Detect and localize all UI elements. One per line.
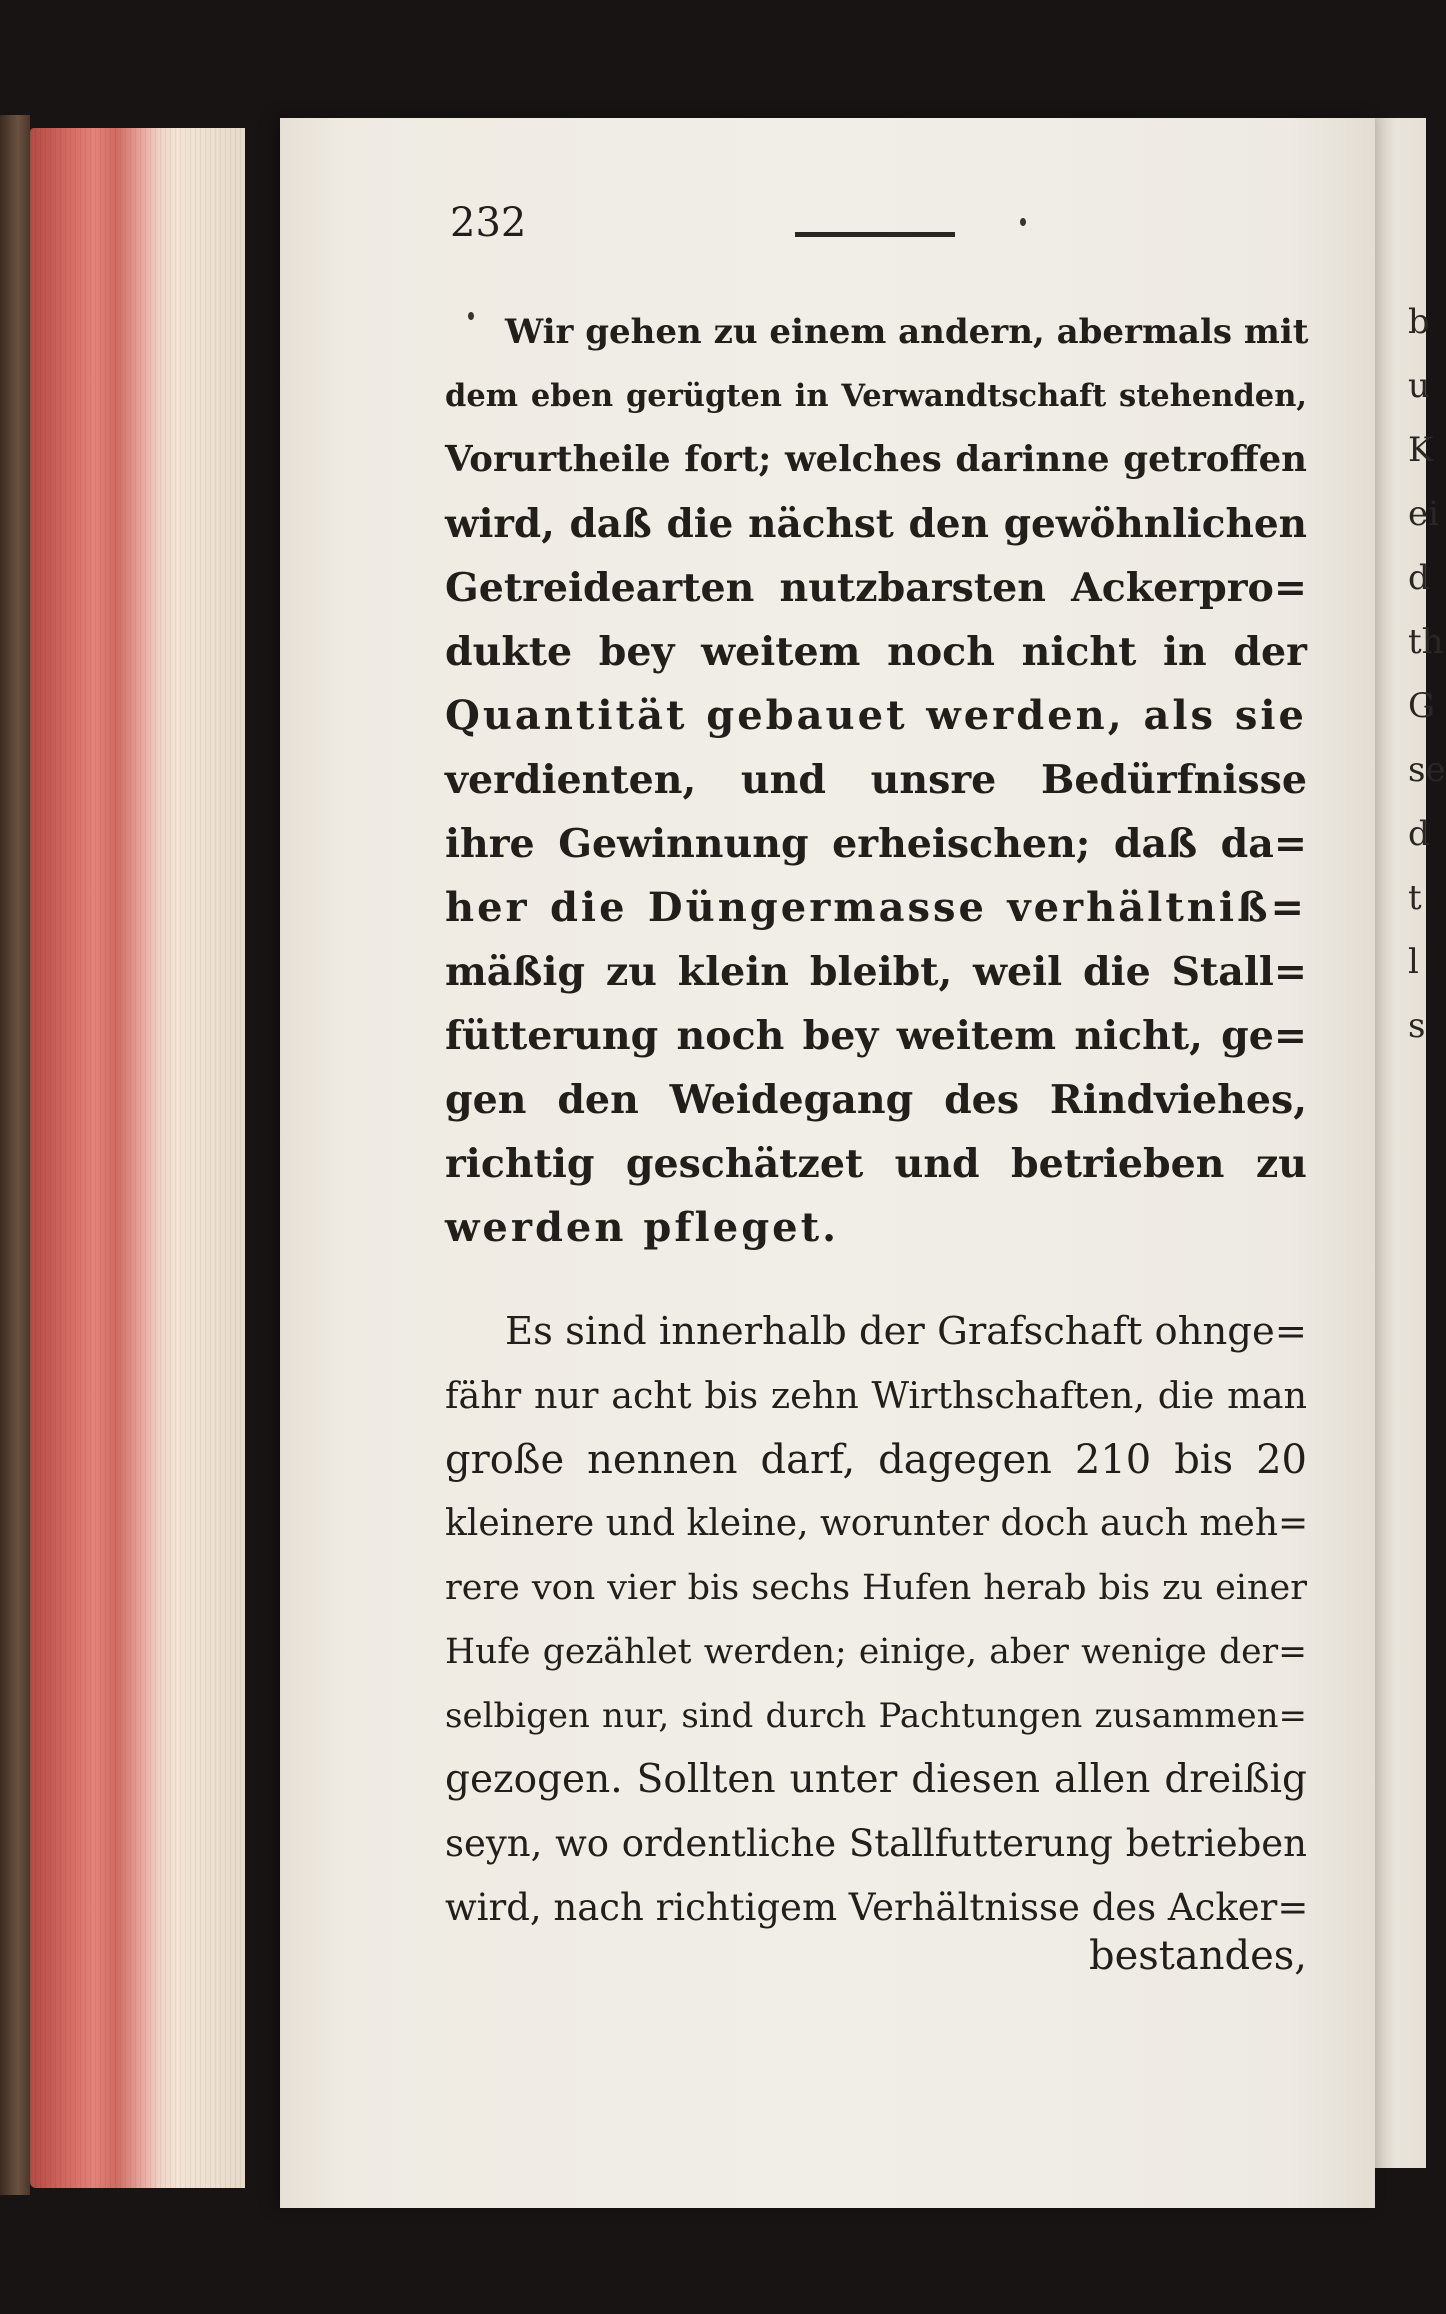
facing-letter: d (1408, 558, 1430, 598)
page-number: 232 (450, 200, 527, 246)
text-line: gen den Weidegang des Rindviehes, (445, 1077, 1307, 1123)
text-line: seyn, wo ordentliche Stallfutterung betrieben (445, 1822, 1307, 1865)
facing-letter: G (1408, 686, 1436, 726)
book-cover-edge (0, 115, 30, 2195)
text-line: wird, nach richtigem Verhältnisse des Acker= (445, 1886, 1309, 1929)
facing-letter: t (1408, 878, 1422, 918)
text-line: mäßig zu klein bleibt, weil die Stall= (445, 949, 1307, 995)
page-edges-stack (30, 128, 245, 2188)
text-line: fütterung noch bey weitem nicht, ge= (445, 1013, 1307, 1059)
text-line: Getreidearten nutzbarsten Ackerpro= (445, 565, 1307, 611)
ink-speck (1020, 218, 1026, 226)
facing-letter: d (1408, 814, 1430, 854)
text-line: selbigen nur, sind durch Pachtungen zusammen= (445, 1696, 1307, 1736)
text-line: richtig geschätzet und betrieben zu (445, 1141, 1307, 1187)
paragraph-1 (445, 300, 1307, 1260)
text-line: kleinere und kleine, worunter doch auch meh= (445, 1503, 1309, 1544)
text-line: her die Düngermasse verhältniß= (445, 884, 1307, 931)
text-line: Hufe gezählet werden; einige, aber wenige der= (445, 1632, 1307, 1672)
catchword: bestandes, (1088, 1933, 1307, 1979)
text-line: Quantität gebauet werden, als sie (445, 692, 1307, 739)
text-line: große nennen darf, dagegen 210 bis 20 (445, 1437, 1307, 1483)
text-line: verdienten, und unsre Bedürfnisse (445, 757, 1307, 803)
text-line: werden pfleget. (445, 1204, 840, 1251)
text-line: ihre Gewinnung erheischen; daß da= (445, 821, 1307, 867)
facing-letter: K (1408, 430, 1434, 470)
header-rule (795, 232, 955, 237)
text-line: Es sind innerhalb der Grafschaft ohnge= (505, 1309, 1307, 1354)
facing-letter: th (1408, 622, 1444, 662)
paragraph-2 (445, 1300, 1307, 1940)
facing-letter: se (1408, 750, 1446, 790)
facing-page-letters (1408, 290, 1446, 1058)
facing-letter: s (1408, 1006, 1426, 1046)
text-line: Wir gehen zu einem andern, abermals mit (505, 312, 1309, 352)
facing-letter: ei (1408, 494, 1439, 534)
text-line: fähr nur acht bis zehn Wirthschaften, die man (445, 1374, 1307, 1417)
text-line: rere von vier bis sechs Hufen herab bis zu einer (445, 1568, 1307, 1608)
facing-letter: b (1408, 302, 1430, 342)
text-line: dukte bey weitem noch nicht in der (445, 629, 1307, 675)
text-line: Vorurtheile fort; welches darinne getroffen (445, 439, 1307, 480)
facing-letter: l (1408, 942, 1419, 982)
text-line: wird, daß die nächst den gewöhnlichen (445, 501, 1307, 547)
text-line: dem eben gerügten in Verwandtschaft stehenden, (445, 378, 1307, 414)
text-line: gezogen. Sollten unter diesen allen dreißig (445, 1757, 1307, 1802)
facing-letter: u (1408, 366, 1430, 406)
